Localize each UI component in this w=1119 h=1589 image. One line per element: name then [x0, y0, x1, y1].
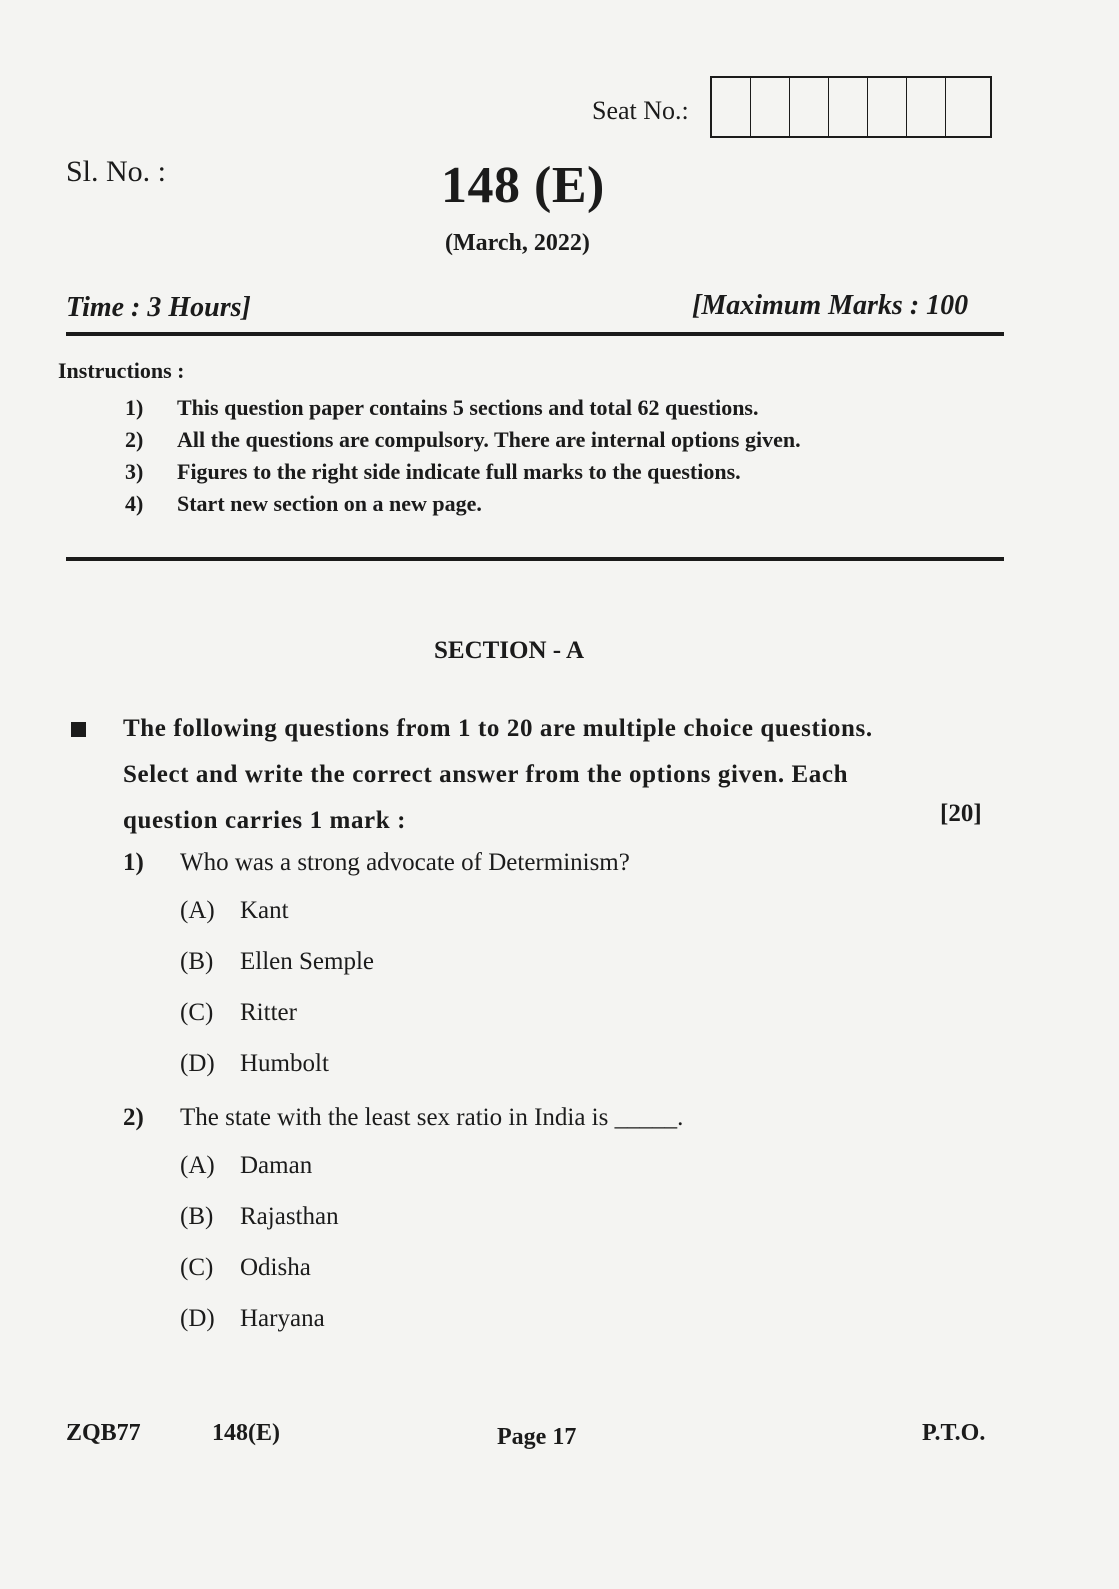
options-list [180, 1152, 1003, 1356]
seat-no-boxes [710, 76, 992, 138]
instruction-text: Start new section on a new page. [177, 491, 482, 516]
seat-no-box [946, 78, 990, 136]
options-list [180, 897, 1003, 1101]
instruction-number: 2) [125, 427, 144, 452]
divider [66, 332, 1004, 336]
seat-no-box [868, 78, 907, 136]
instruction-text: All the questions are compulsory. There are internal options given. [177, 427, 801, 452]
option-item [180, 948, 1003, 999]
option-label: (B) [180, 1203, 214, 1230]
seat-no-box [751, 78, 790, 136]
instruction-item [125, 456, 1005, 488]
question-2 [123, 1104, 1003, 1356]
option-item [180, 1152, 1003, 1203]
exam-date: (March, 2022) [445, 230, 590, 256]
option-label: (A) [180, 1152, 215, 1179]
option-text: Ritter [240, 999, 297, 1026]
instruction-number: 3) [125, 459, 144, 484]
option-item [180, 999, 1003, 1050]
instruction-text: Figures to the right side indicate full marks to the questions. [177, 459, 741, 484]
question-text: Who was a strong advocate of Determinism? [180, 849, 630, 876]
serial-number-label: Sl. No. : [66, 155, 167, 188]
instruction-number: 1) [125, 395, 144, 420]
option-text: Odisha [240, 1254, 311, 1281]
question-number: 2) [123, 1104, 144, 1131]
seat-no-box [790, 78, 829, 136]
square-bullet-icon [71, 722, 86, 737]
maximum-marks: [Maximum Marks : 100 [692, 290, 969, 321]
footer-paper-code: 148(E) [212, 1420, 280, 1446]
section-title: SECTION - A [434, 637, 585, 664]
option-label: (D) [180, 1050, 215, 1077]
section-directions: The following questions from 1 to 20 are multiple choice questions. Select and write the correct answer from the options given. Each question carries 1 mark : [123, 715, 873, 834]
instructions-title: Instructions : [58, 358, 185, 383]
option-text: Haryana [240, 1305, 325, 1332]
instruction-item [125, 392, 1005, 424]
option-item [180, 1305, 1003, 1356]
time-allowed: Time : 3 Hours] [66, 292, 251, 323]
option-item [180, 1203, 1003, 1254]
instruction-number: 4) [125, 491, 144, 516]
footer-code: ZQB77 [66, 1420, 141, 1446]
section-marks: [20] [940, 800, 982, 827]
option-text: Daman [240, 1152, 313, 1179]
option-label: (C) [180, 1254, 214, 1281]
option-text: Rajasthan [240, 1203, 339, 1230]
instructions-list [125, 392, 1005, 520]
seat-no-box [712, 78, 751, 136]
footer-pto: P.T.O. [922, 1420, 986, 1446]
paper-code: 148 (E) [441, 157, 605, 214]
instruction-item [125, 424, 1005, 456]
option-label: (D) [180, 1305, 215, 1332]
option-label: (C) [180, 999, 214, 1026]
instruction-item [125, 488, 1005, 520]
option-item [180, 897, 1003, 948]
footer-page-number: Page 17 [497, 1424, 577, 1450]
option-item [180, 1254, 1003, 1305]
option-text: Ellen Semple [240, 948, 374, 975]
seat-no-label: Seat No.: [592, 96, 689, 125]
question-text: The state with the least sex ratio in India is _____. [180, 1104, 684, 1131]
option-label: (B) [180, 948, 214, 975]
option-text: Kant [240, 897, 289, 924]
divider [66, 557, 1004, 561]
instruction-text: This question paper contains 5 sections and total 62 questions. [177, 395, 759, 420]
seat-no-box [829, 78, 868, 136]
question-number: 1) [123, 849, 144, 876]
question-1 [123, 849, 1003, 1101]
option-text: Humbolt [240, 1050, 329, 1077]
seat-no-box [907, 78, 946, 136]
option-label: (A) [180, 897, 215, 924]
option-item [180, 1050, 1003, 1101]
